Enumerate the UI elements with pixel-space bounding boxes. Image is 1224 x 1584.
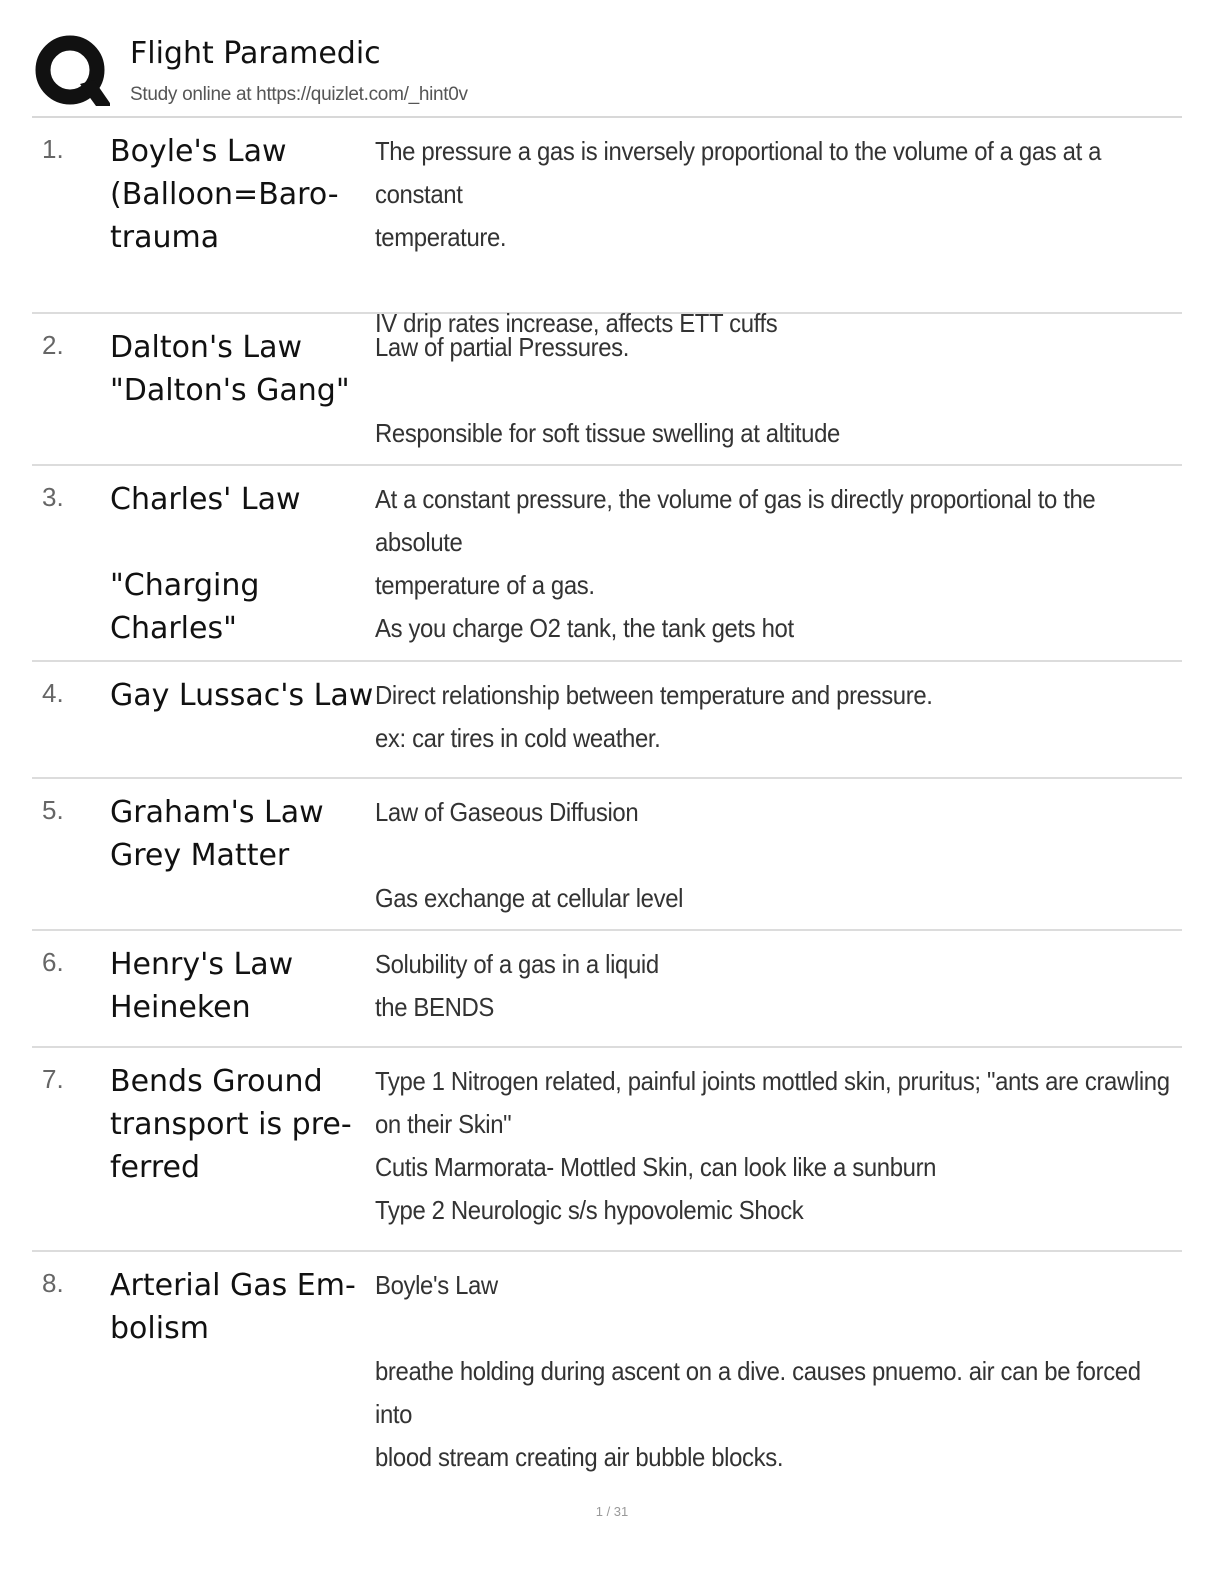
page-title: Flight Paramedic [130, 36, 381, 71]
card-2 [32, 314, 1182, 466]
card-definition: Type 1 Nitrogen related, painful joints mottled skin, pruritus; "ants are crawling on their Skin" Cutis Marmorata- Mottled Skin, can look like a sunburn Type 2 Neurologic s/s hypovolemic Shock [375, 1066, 1170, 1225]
card-definition: The pressure a gas is inversely proportional to the volume of a gas at a constant temperature. IV drip rates increase, affects ETT cuffs [375, 136, 1102, 338]
card-definition: Law of partial Pressures. Responsible for soft tissue swelling at altitude [375, 332, 840, 448]
page-number: 1 / 31 [595, 1504, 629, 1519]
card-number: 6. [42, 947, 64, 977]
card-term: Graham's Law Grey Matter [110, 795, 324, 873]
card-number: 2. [42, 330, 64, 360]
card-number: 7. [42, 1064, 64, 1094]
card-definition: Law of Gaseous Diffusion Gas exchange at cellular level [375, 797, 684, 913]
card-8 [32, 1252, 1182, 1472]
card-definition: Solubility of a gas in a liquid the BENDS [375, 949, 659, 1022]
card-number: 4. [42, 678, 64, 708]
card-number: 8. [42, 1268, 64, 1298]
card-term: Henry's Law Heineken [110, 947, 294, 1025]
card-term: Bends Ground transport is pre- ferred [110, 1064, 352, 1185]
card-6 [32, 931, 1182, 1048]
card-term: Dalton's Law "Dalton's Gang" [110, 330, 350, 408]
card-4 [32, 662, 1182, 779]
card-3 [32, 466, 1182, 662]
card-term: Gay Lussac's Law [110, 678, 374, 713]
card-term: Arterial Gas Em- bolism [110, 1268, 356, 1346]
card-term: Charles' Law "Charging Charles" [110, 482, 301, 646]
card-number: 3. [42, 482, 64, 512]
flashcard-list [32, 118, 1182, 1472]
card-5 [32, 779, 1182, 931]
card-number: 1. [42, 134, 64, 164]
card-1 [32, 118, 1182, 338]
card-term: Boyle's Law (Balloon=Baro- trauma [110, 134, 339, 255]
card-definition: At a constant pressure, the volume of gas is directly proportional to the absolute temperature of a gas. As you charge O2 tank, the tank gets hot [375, 484, 1096, 643]
study-online-link[interactable]: Study online at https://quizlet.com/_hint0v [130, 84, 468, 105]
card-number: 5. [42, 795, 64, 825]
page-header [32, 28, 1182, 116]
card-definition: Direct relationship between temperature and pressure. ex: car tires in cold weather. [375, 680, 933, 753]
card-definition: Boyle's Law breathe holding during ascent on a dive. causes pnuemo. air can be forced into blood stream creating air bubble blocks. [375, 1270, 1141, 1472]
card-7 [32, 1048, 1182, 1252]
quizlet-logo-icon [34, 34, 110, 110]
